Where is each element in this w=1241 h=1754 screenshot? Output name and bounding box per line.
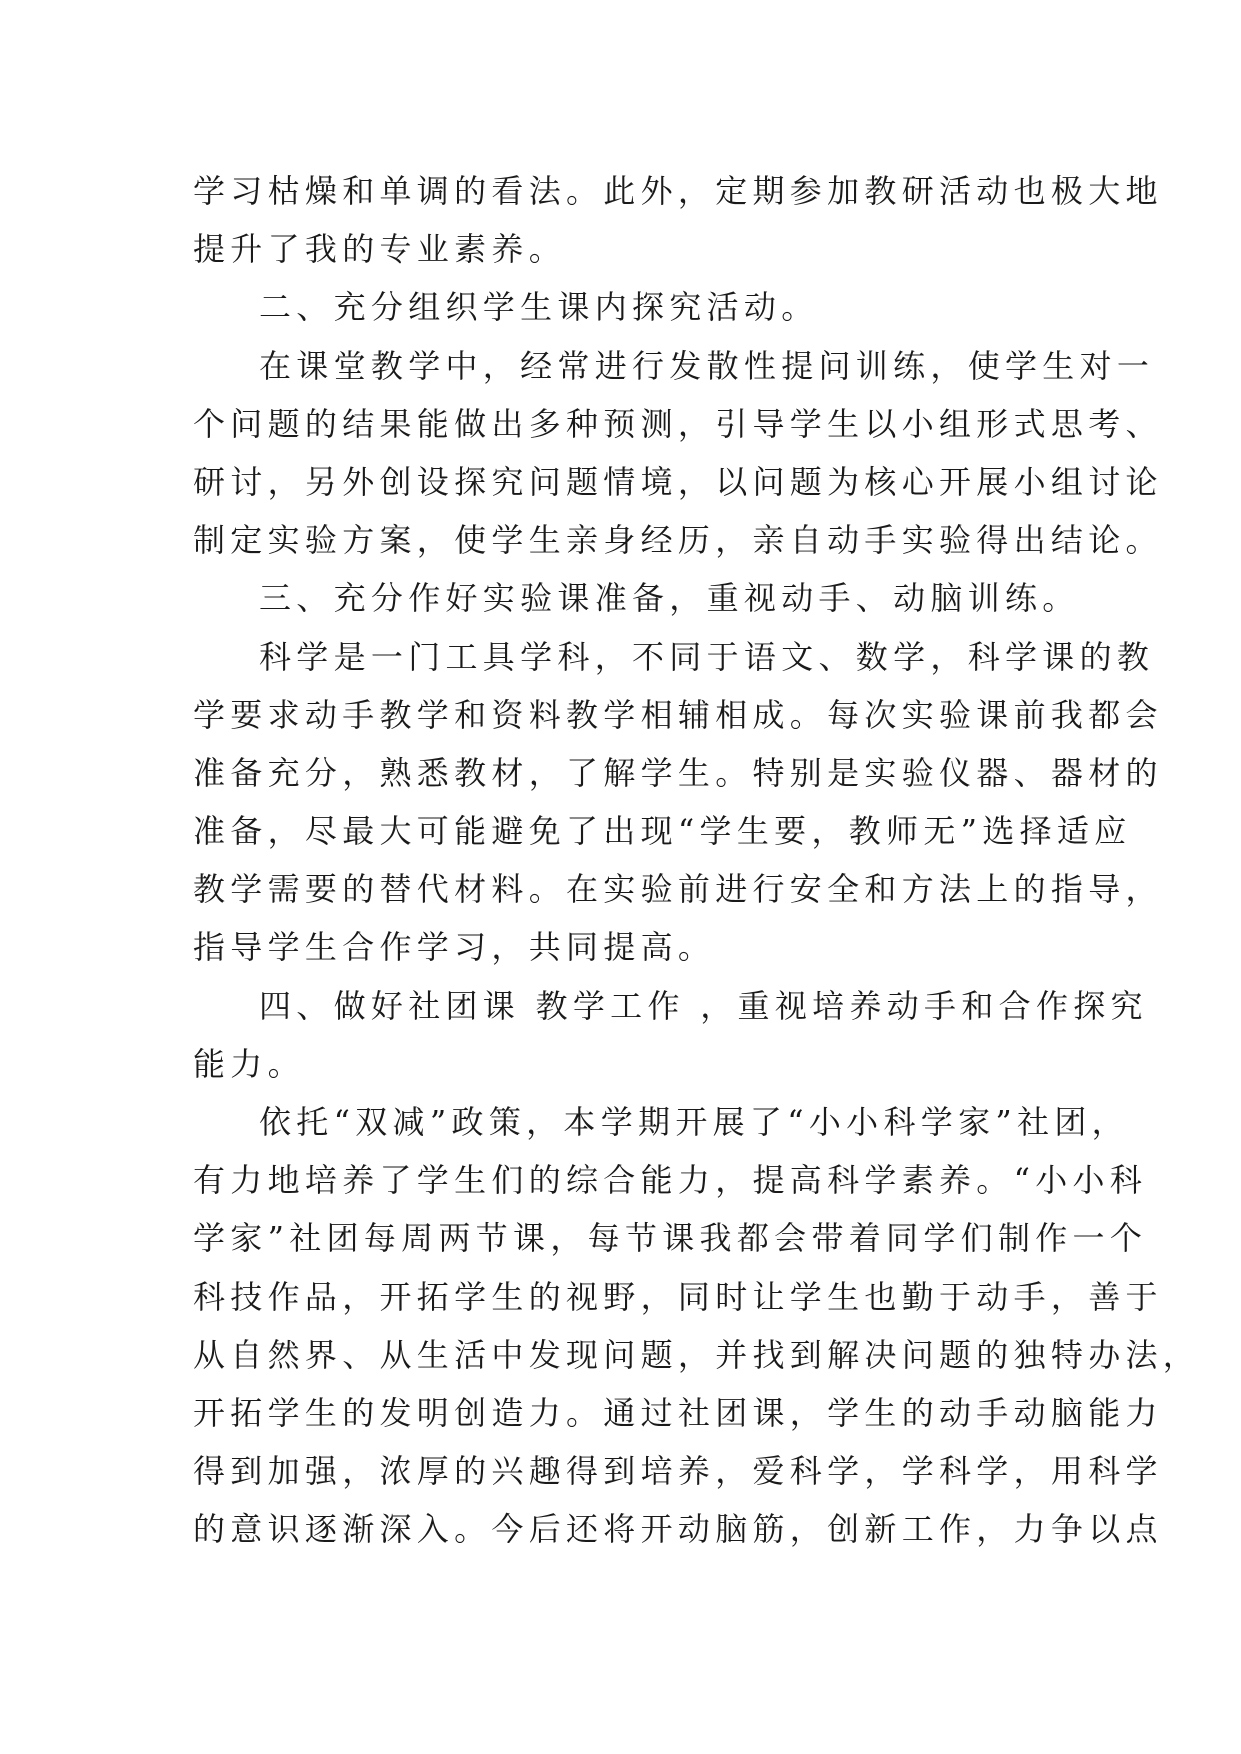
text-line: 能力。 (193, 1044, 305, 1083)
text-line: 研讨，另外创设探究问题情境，以问题为核心开展小组讨论 (193, 462, 1163, 501)
text-line: 在课堂教学中，经常进行发散性提问训练，使学生对一 (259, 346, 1155, 385)
text-line: 准备，尽最大可能避免了出现“学生要，教师无”选择适应 (193, 812, 1132, 851)
text-line: 开拓学生的发明创造力。通过社团课，学生的动手动脑能力 (193, 1393, 1163, 1432)
text-line: 提升了我的专业素养。 (193, 230, 567, 269)
text-line: 科学是一门工具学科，不同于语文、数学，科学课的教 (259, 637, 1155, 676)
text-line: 科技作品，开拓学生的视野，同时让学生也勤于动手，善于 (193, 1277, 1163, 1316)
text-line: 得到加强，浓厚的兴趣得到培养，爱科学，学科学，用科学 (193, 1452, 1163, 1491)
text-line: 教学需要的替代材料。在实验前进行安全和方法上的指导， (193, 870, 1163, 909)
text-line: 准备充分，熟悉教材，了解学生。特别是实验仪器、器材的 (193, 753, 1163, 792)
text-line: 从自然界、从生活中发现问题，并找到解决问题的独特办法， (193, 1335, 1201, 1374)
section-heading: 二、充分组织学生课内探究活动。 (259, 288, 819, 327)
text-line: 依托“双减”政策，本学期开展了“小小科学家”社团， (259, 1103, 1129, 1141)
text-line: 学家”社团每周两节课，每节课我都会带着同学们制作一个 (193, 1219, 1148, 1258)
section-heading: 四、做好社团课 教学工作 ，重视培养动手和合作探究 (259, 986, 1148, 1025)
document-body (193, 162, 1201, 1559)
text-line: 制定实验方案，使学生亲身经历，亲自动手实验得出结论。 (193, 521, 1163, 560)
text-line: 学习枯燥和单调的看法。此外，定期参加教研活动也极大地 (193, 172, 1163, 210)
text-line: 学要求动手教学和资料教学相辅相成。每次实验课前我都会 (193, 695, 1163, 734)
text-line: 个问题的结果能做出多种预测，引导学生以小组形式思考、 (193, 404, 1163, 443)
text-line: 指导学生合作学习，共同提高。 (193, 928, 716, 967)
text-line: 的意识逐渐深入。今后还将开动脑筋，创新工作，力争以点 (193, 1510, 1163, 1549)
section-heading: 三、充分作好实验课准备，重视动手、动脑训练。 (259, 579, 1080, 618)
text-line: 有力地培养了学生们的综合能力，提高科学素养。“小小科 (193, 1161, 1148, 1200)
